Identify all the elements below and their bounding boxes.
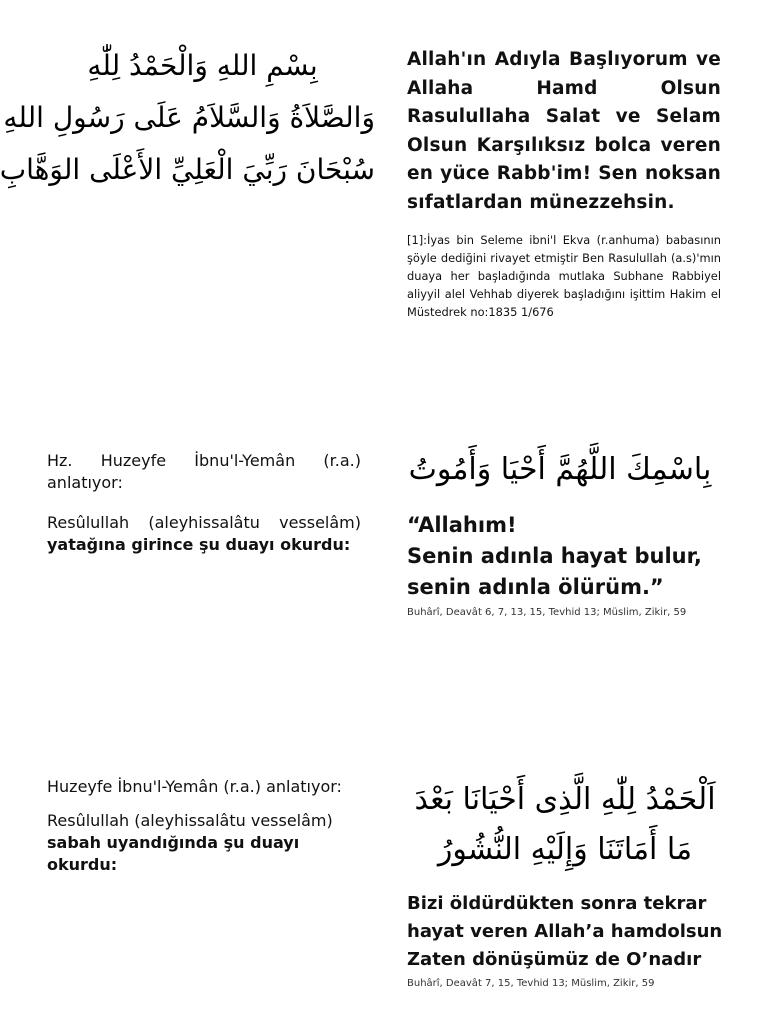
intro-regular-text: Resûlullah (aleyhissalâtu vesselâm) bbox=[47, 811, 333, 830]
intro-bold-text: yatağına girince şu duayı okurdu: bbox=[47, 535, 351, 554]
arabic-line: وَالصَّلاَةُ وَالسَّلاَمُ عَلَى رَسُولِ اللهِ bbox=[3, 101, 375, 134]
intro-regular-text: Resûlullah (aleyhissalâtu vesselâm) bbox=[47, 513, 361, 532]
arabic-line: سُبْحَانَ رَبِّيَ الْعَلِيِّ الأَعْلَى الوَهَّابِ bbox=[0, 153, 375, 186]
translation-line: Zaten dönüşümüz de O’nadır bbox=[407, 949, 702, 970]
opening-arabic-text bbox=[0, 40, 375, 196]
quote-line: “Allahım! bbox=[407, 513, 517, 537]
arabic-line: بِسْمِ اللهِ وَالْحَمْدُ لِلّٰهِ bbox=[87, 49, 318, 82]
morning-translation bbox=[407, 890, 737, 974]
morning-arabic-dua bbox=[395, 775, 735, 875]
footnote: [1]:İyas bin Seleme ibni'l Ekva (r.anhuma) babasının şöyle dediğini rivayet etmiştir Ben Rasulullah (a.s)'mın duaya her başladığında mutlaka Subhane Rabbiyel aliyyil alel Vehhab diyerek başladığını işittim Hakim el Müstedrek no:1835 1/676 bbox=[407, 233, 721, 319]
quote-line: senin adınla ölürüm.” bbox=[407, 575, 664, 599]
narrator-text: Hz. Huzeyfe İbnu'l-Yemân (r.a.) anlatıyor: bbox=[47, 451, 361, 492]
morning-intro bbox=[47, 776, 361, 876]
intro-bold-text: sabah uyandığında şu duayı okurdu: bbox=[47, 833, 300, 874]
arabic-line: اَلْحَمْدُ لِلّٰهِ الَّذِى أَحْيَانَا بَعْدَ bbox=[414, 782, 716, 817]
bedtime-intro bbox=[47, 450, 361, 556]
quote-line: Senin adınla hayat bulur, bbox=[407, 544, 702, 568]
morning-source: Buhârî, Deavât 7, 15, Tevhid 13; Müslim, Zikir, 59 bbox=[407, 978, 655, 989]
arabic-line: مَا أَمَاتَنَا وَإِلَيْهِ النُّشُورُ bbox=[437, 832, 693, 867]
translation-line: Bizi öldürdükten sonra tekrar bbox=[407, 893, 707, 914]
bedtime-source: Buhârî, Deavât 6, 7, 13, 15, Tevhid 13; Müslim, Zikir, 59 bbox=[407, 607, 687, 618]
opening-translation: Allah'ın Adıyla Başlıyorum ve Allaha Hamd Olsun Rasulullaha Salat ve Selam Olsun Karşılıksız bolca veren en yüce Rabb'im! Sen noksan sıfatlardan münezzehsin. bbox=[407, 49, 721, 213]
translation-line: hayat veren Allah’a hamdolsun bbox=[407, 921, 723, 942]
bedtime-translation bbox=[407, 510, 737, 603]
bedtime-arabic-dua: بِاسْمِكَ اللَّهُمَّ أَحْيَا وَأَمُوتُ bbox=[408, 452, 712, 487]
narrator-text: Huzeyfe İbnu'l-Yemân (r.a.) anlatıyor: bbox=[47, 777, 342, 796]
